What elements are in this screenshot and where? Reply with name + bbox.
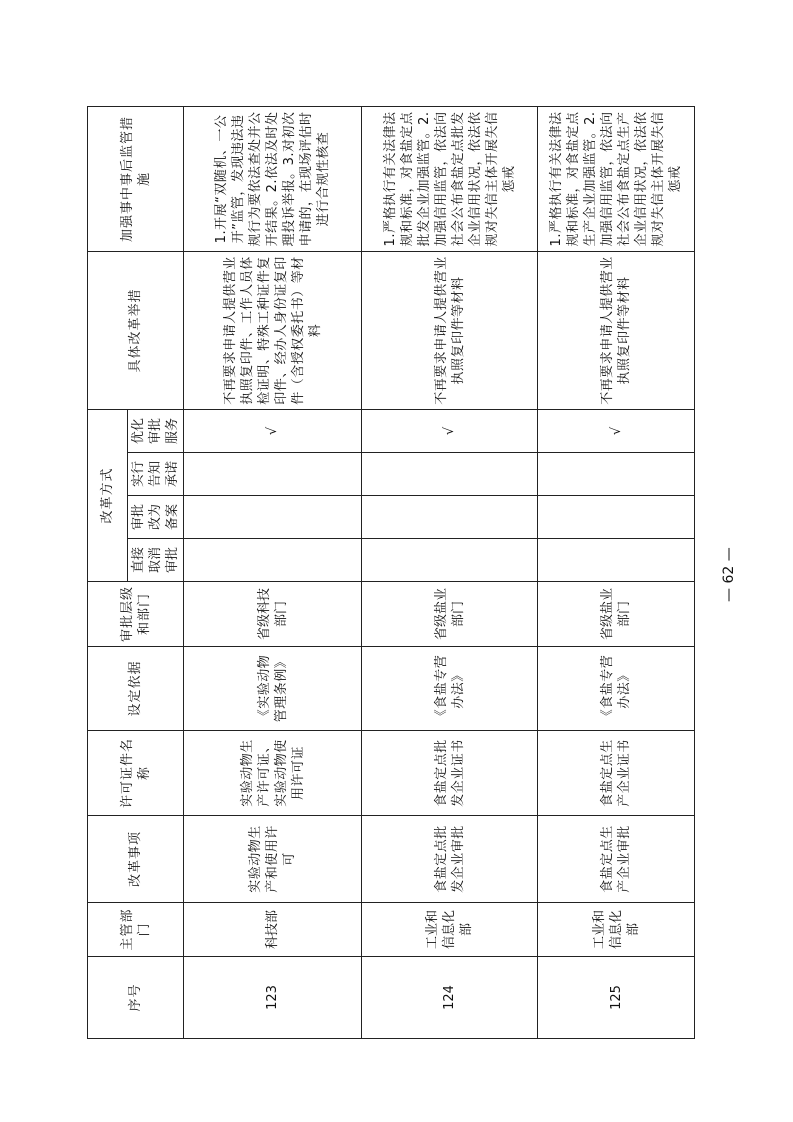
cell-measures: 不再要求申请人提供营业执照复印件等材料 [362, 251, 538, 409]
header-dept: 主管部门 [88, 903, 184, 957]
cell-basis: 《食盐专营办法》 [362, 647, 538, 731]
cell-license: 食盐定点批发企业证书 [362, 731, 538, 816]
rotated-table-container [87, 107, 688, 1039]
header-level: 审批层级和部门 [88, 582, 184, 647]
header-method-cancel: 直接取消审批 [128, 539, 184, 582]
cell-supervision: 1.严格执行有关法律法规和标准，对食盐定点批发企业加强监管。2.加强信用监管，依法向社会公布食盐定点批发企业信用状况，依法依规对失信主体开展失信惩戒 [362, 106, 538, 251]
cell-seq: 123 [184, 957, 362, 1039]
header-measures: 具体改革举措 [88, 251, 184, 409]
cell-license: 食盐定点生产企业证书 [538, 731, 695, 816]
cell-filing [538, 496, 695, 539]
cell-filing [362, 496, 538, 539]
header-method-group: 改革方式 [88, 409, 128, 581]
table-row [184, 106, 362, 1038]
cell-commit [184, 453, 362, 496]
cell-level: 省级科技部门 [184, 582, 362, 647]
reform-table [87, 106, 695, 1039]
cell-commit [538, 453, 695, 496]
header-item: 改革事项 [88, 816, 184, 903]
cell-dept: 工业和信息化部 [538, 903, 695, 957]
header-method-optimize: 优化审批服务 [128, 409, 184, 452]
cell-cancel [538, 539, 695, 582]
cell-basis: 《食盐专营办法》 [538, 647, 695, 731]
cell-filing [184, 496, 362, 539]
cell-item: 实验动物生产和使用许可 [184, 816, 362, 903]
cell-supervision: 1.开展“双随机、一公开”监管，发现违法违规行为要依法查处并公开结果。2.依法及时处理投诉举报。3.对初次申请的，在现场评估时进行合规性核查 [184, 106, 362, 251]
table-row [362, 106, 538, 1038]
cell-item: 食盐定点批发企业审批 [362, 816, 538, 903]
header-method-commit: 实行告知承诺 [128, 453, 184, 496]
cell-level: 省级盐业部门 [538, 582, 695, 647]
cell-dept: 科技部 [184, 903, 362, 957]
cell-optimize-check: √ [184, 409, 362, 452]
cell-seq: 124 [362, 957, 538, 1039]
cell-optimize-check: √ [538, 409, 695, 452]
cell-optimize-check: √ [362, 409, 538, 452]
cell-item: 食盐定点生产企业审批 [538, 816, 695, 903]
cell-commit [362, 453, 538, 496]
cell-basis: 《实验动物管理条例》 [184, 647, 362, 731]
cell-level: 省级盐业部门 [362, 582, 538, 647]
cell-cancel [362, 539, 538, 582]
cell-measures: 不再要求申请人提供营业执照复印件、工作人员体检证明、特殊工种证件复印件、经办人身份证复印件（含授权委托书）等材料 [184, 251, 362, 409]
cell-cancel [184, 539, 362, 582]
header-license: 许可证件名称 [88, 731, 184, 816]
header-method-filing: 审批改为备案 [128, 496, 184, 539]
cell-measures: 不再要求申请人提供营业执照复印件等材料 [538, 251, 695, 409]
table-row [538, 106, 695, 1038]
header-basis: 设定依据 [88, 647, 184, 731]
cell-supervision: 1.严格执行有关法律法规和标准，对食盐定点生产企业加强监管。2.加强信用监管，依法向社会公布食盐定点生产企业信用状况，依法依规对失信主体开展失信惩戒 [538, 106, 695, 251]
page-number: — 62 — [721, 547, 737, 602]
header-seq: 序号 [88, 957, 184, 1039]
cell-dept: 工业和信息化部 [362, 903, 538, 957]
header-row-top [88, 106, 128, 1038]
header-supervision: 加强事中事后监管措施 [88, 106, 184, 251]
cell-seq: 125 [538, 957, 695, 1039]
cell-license: 实验动物生产许可证、实验动物使用许可证 [184, 731, 362, 816]
